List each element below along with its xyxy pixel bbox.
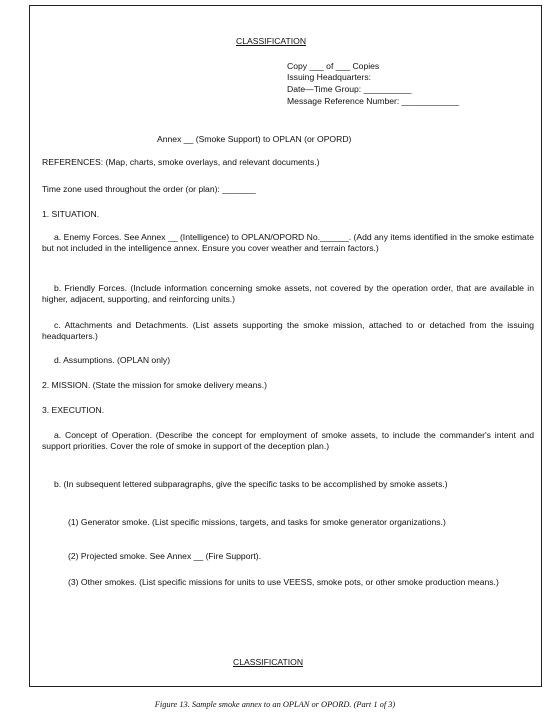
time-zone-line: Time zone used throughout the order (or plan): _______ bbox=[42, 184, 256, 194]
situation-attachments: c. Attachments and Detachments. (List assets supporting the smoke mission, attached to or detached from the issuing headquarters.) bbox=[42, 320, 534, 341]
situation-friendly-forces: b. Friendly Forces. (Include information concerning smoke assets, not covered by the operation order, that are available in higher, adjacent, supporting, and reinforcing units.) bbox=[42, 283, 534, 304]
execution-concept: a. Concept of Operation. (Describe the concept for employment of smoke assets, to include the commander's intent and support priorities. Cover the role of smoke in support of the deception plan.) bbox=[42, 430, 534, 451]
situation-assumptions: d. Assumptions. (OPLAN only) bbox=[54, 355, 171, 365]
execution-projected-smoke: (2) Projected smoke. See Annex __ (Fire Support). bbox=[68, 551, 261, 561]
issuing-headquarters-line: Issuing Headquarters: bbox=[287, 72, 372, 82]
copy-line: Copy ___ of ___ Copies bbox=[287, 61, 380, 71]
message-reference-line: Message Reference Number: ____________ bbox=[287, 96, 459, 106]
situation-enemy-forces: a. Enemy Forces. See Annex __ (Intelligence) to OPLAN/OPORD No.______. (Add any items identified in the smoke estimate but not included in the intelligence annex. Ensure you cover weather and terrain factors.) bbox=[42, 232, 534, 253]
annex-title: Annex __ (Smoke Support) to OPLAN (or OPORD) bbox=[157, 134, 352, 144]
footer-classification: CLASSIFICATION bbox=[233, 657, 304, 667]
execution-generator-smoke: (1) Generator smoke. (List specific missions, targets, and tasks for smoke generator organizations.) bbox=[68, 517, 446, 527]
references-line: REFERENCES: (Map, charts, smoke overlays, and relevant documents.) bbox=[42, 157, 320, 167]
execution-heading: 3. EXECUTION. bbox=[42, 405, 105, 415]
mission-line: 2. MISSION. (State the mission for smoke delivery means.) bbox=[42, 380, 267, 390]
situation-heading: 1. SITUATION. bbox=[42, 209, 100, 219]
execution-tasks: b. (In subsequent lettered subparagraphs, give the specific tasks to be accomplished by smoke assets.) bbox=[54, 479, 448, 489]
header-classification: CLASSIFICATION bbox=[236, 36, 307, 46]
figure-caption: Figure 13. Sample smoke annex to an OPLAN or OPORD. (Part 1 of 3) bbox=[154, 700, 396, 709]
date-time-group-line: Date—Time Group: __________ bbox=[287, 84, 412, 94]
execution-other-smokes: (3) Other smokes. (List specific missions for units to use VEESS, smoke pots, or other smoke production means.) bbox=[68, 577, 499, 587]
